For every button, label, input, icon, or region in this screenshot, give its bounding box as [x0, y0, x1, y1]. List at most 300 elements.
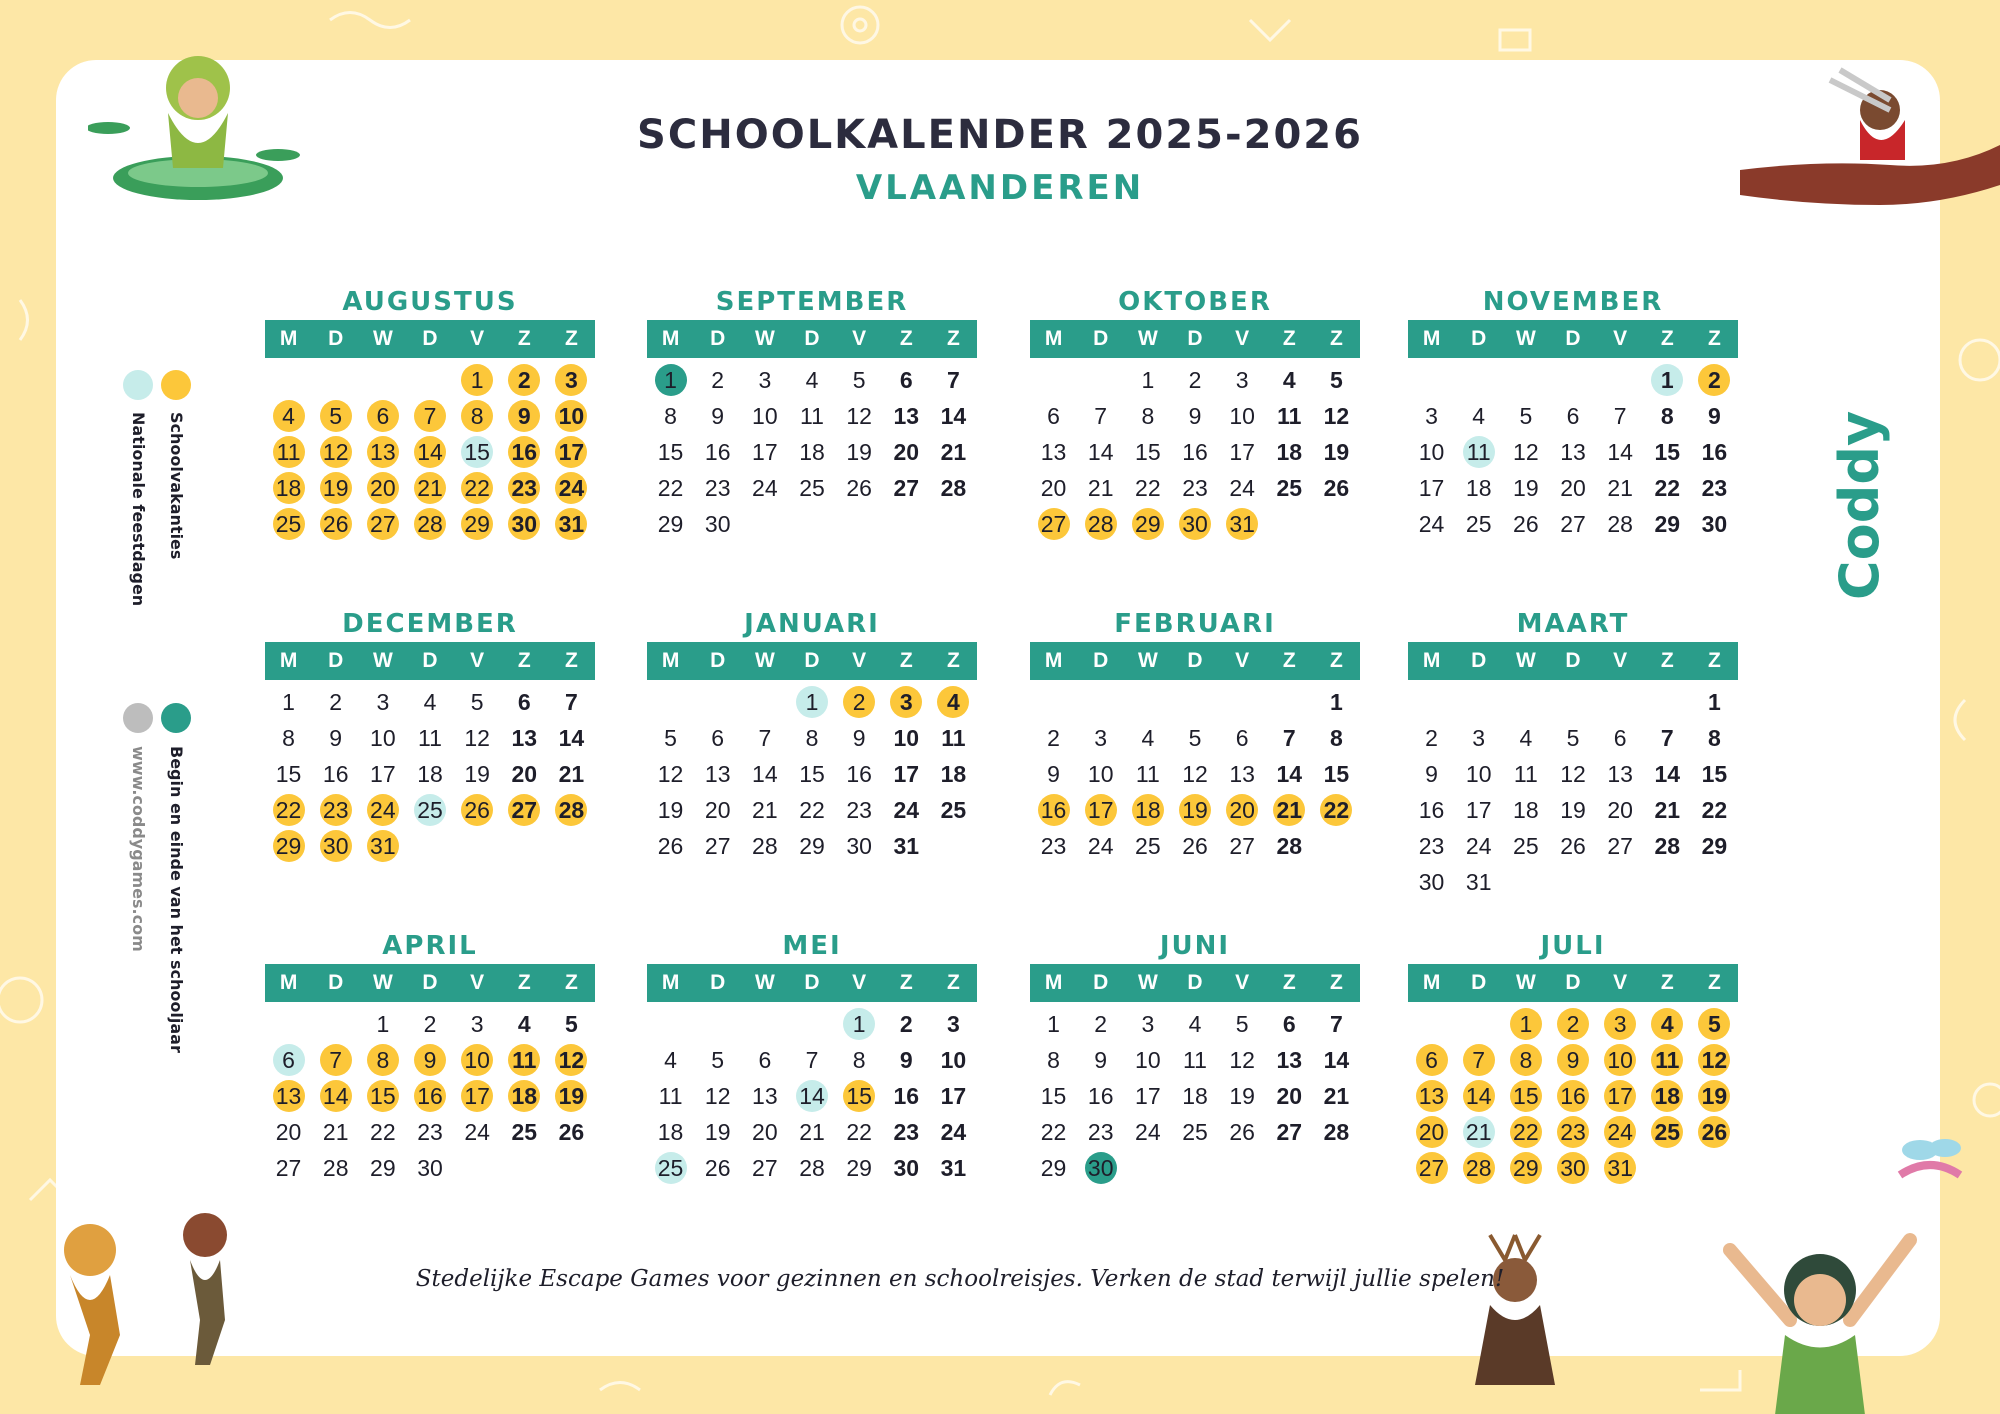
- days-grid: [1030, 362, 1360, 542]
- day-number: 18: [1182, 1082, 1208, 1109]
- day-number: 18: [1132, 794, 1164, 826]
- weekday-label: M: [279, 327, 298, 350]
- day-cell: [1408, 1042, 1455, 1078]
- day-cell: [1077, 1114, 1124, 1150]
- day-number: 4: [273, 400, 305, 432]
- day-number: 16: [1418, 796, 1445, 823]
- empty-cell: [647, 1006, 694, 1042]
- month-name: MEI: [782, 931, 842, 961]
- day-cell: [1030, 1114, 1077, 1150]
- day-cell: [312, 792, 359, 828]
- day-cell: [1691, 756, 1738, 792]
- day-number: 8: [367, 1044, 399, 1076]
- day-cell: [406, 1150, 453, 1186]
- day-cell: [359, 470, 406, 506]
- day-number: 1: [1330, 688, 1343, 715]
- day-number: 16: [1038, 794, 1070, 826]
- day-number: 24: [1604, 1116, 1636, 1148]
- day-number: 31: [893, 832, 920, 859]
- day-cell: [1266, 1078, 1313, 1114]
- day-number: 19: [1560, 796, 1586, 823]
- day-cell: [1313, 756, 1360, 792]
- day-number: 26: [704, 1154, 731, 1181]
- day-number: 10: [893, 724, 920, 751]
- day-number: 26: [1182, 832, 1208, 859]
- day-cell: [501, 1078, 548, 1114]
- weekday-label: M: [279, 971, 298, 994]
- day-number: 11: [273, 436, 305, 468]
- weekday-label: D: [1093, 327, 1109, 350]
- day-number: 2: [1094, 1010, 1108, 1037]
- coddy-logo: Coddy: [1828, 410, 1891, 600]
- day-number: 31: [367, 830, 399, 862]
- day-cell: [1644, 506, 1691, 542]
- weekday-label: V: [1613, 971, 1628, 994]
- weekday-label: D: [422, 327, 438, 350]
- month-name: APRIL: [382, 931, 478, 961]
- weekday-label: V: [470, 327, 485, 350]
- day-cell: [1455, 1114, 1502, 1150]
- month-april: [265, 928, 595, 1186]
- weekday-label: Z: [947, 327, 960, 350]
- day-number: 2: [329, 688, 343, 715]
- day-number: 9: [508, 400, 540, 432]
- day-number: 1: [1047, 1010, 1060, 1037]
- empty-cell: [1030, 362, 1077, 398]
- day-number: 6: [1613, 724, 1627, 751]
- weekday-label: V: [852, 971, 867, 994]
- month-name: NOVEMBER: [1482, 287, 1664, 317]
- day-number: 20: [367, 472, 399, 504]
- day-cell: [1408, 434, 1455, 470]
- day-cell: [1502, 398, 1549, 434]
- weekday-header: [647, 964, 977, 1002]
- day-cell: [1171, 1114, 1218, 1150]
- weekday-label: M: [661, 649, 680, 672]
- day-number: 10: [1087, 760, 1114, 787]
- day-cell: [647, 1114, 694, 1150]
- day-cell: [741, 1150, 788, 1186]
- day-number: 19: [555, 1080, 587, 1112]
- day-cell: [741, 362, 788, 398]
- day-number: 8: [1708, 724, 1721, 751]
- website-link[interactable]: www.coddygames.com: [129, 746, 148, 952]
- day-number: 24: [1135, 1118, 1161, 1145]
- days-grid: [647, 362, 977, 542]
- day-cell: [312, 1114, 359, 1150]
- weekday-label: D: [1565, 971, 1581, 994]
- day-number: 27: [1276, 1118, 1303, 1145]
- weekday-label: Z: [517, 327, 531, 350]
- day-cell: [1408, 720, 1455, 756]
- day-number: 18: [1276, 438, 1303, 465]
- day-number: 10: [752, 402, 778, 429]
- day-cell: [883, 720, 930, 756]
- empty-cell: [1077, 684, 1124, 720]
- day-number: 4: [1519, 724, 1533, 751]
- day-cell: [548, 792, 595, 828]
- day-number: 2: [1557, 1008, 1589, 1040]
- empty-cell: [265, 1006, 312, 1042]
- weekday-label: Z: [1282, 327, 1296, 350]
- day-cell: [406, 470, 453, 506]
- weekday-label: D: [328, 649, 344, 672]
- day-cell: [1171, 1042, 1218, 1078]
- day-number: 25: [799, 474, 825, 501]
- day-number: 15: [367, 1080, 399, 1112]
- day-cell: [788, 1078, 835, 1114]
- weekday-label: D: [1187, 649, 1203, 672]
- day-cell: [548, 684, 595, 720]
- day-cell: [1691, 362, 1738, 398]
- day-cell: [312, 1150, 359, 1186]
- day-number: 1: [282, 688, 295, 715]
- day-number: 20: [511, 760, 538, 787]
- day-cell: [548, 398, 595, 434]
- day-number: 10: [1465, 760, 1492, 787]
- day-number: 13: [1416, 1080, 1448, 1112]
- day-number: 14: [1323, 1046, 1350, 1073]
- day-cell: [501, 1006, 548, 1042]
- weekday-label: Z: [1660, 971, 1674, 994]
- day-cell: [1691, 1078, 1738, 1114]
- day-number: 8: [1047, 1046, 1060, 1073]
- day-cell: [1549, 1150, 1596, 1186]
- day-number: 28: [322, 1154, 349, 1181]
- day-number: 25: [655, 1152, 687, 1184]
- day-number: 21: [414, 472, 446, 504]
- weekday-label: D: [710, 649, 726, 672]
- day-cell: [1502, 1042, 1549, 1078]
- day-cell: [836, 756, 883, 792]
- day-number: 24: [367, 794, 399, 826]
- day-cell: [359, 506, 406, 542]
- day-number: 27: [752, 1154, 778, 1181]
- day-cell: [1030, 1006, 1077, 1042]
- day-number: 18: [799, 438, 825, 465]
- day-number: 14: [414, 436, 446, 468]
- day-number: 27: [1560, 510, 1586, 537]
- day-cell: [1077, 756, 1124, 792]
- day-number: 1: [1708, 688, 1721, 715]
- day-cell: [1644, 828, 1691, 864]
- day-number: 6: [899, 366, 913, 393]
- day-cell: [359, 434, 406, 470]
- day-cell: [647, 398, 694, 434]
- day-number: 9: [1557, 1044, 1589, 1076]
- day-number: 19: [657, 796, 684, 823]
- day-number: 5: [664, 724, 677, 751]
- day-number: 8: [1330, 724, 1343, 751]
- day-cell: [1549, 828, 1596, 864]
- day-number: 26: [1560, 832, 1586, 859]
- day-cell: [1408, 506, 1455, 542]
- antlered-girl-illustration: [1450, 1225, 1580, 1405]
- day-number: 17: [752, 438, 778, 465]
- day-cell: [265, 720, 312, 756]
- day-cell: [1219, 470, 1266, 506]
- day-cell: [788, 684, 835, 720]
- month-november: [1408, 284, 1738, 542]
- day-number: 14: [1654, 760, 1681, 787]
- day-cell: [1313, 792, 1360, 828]
- day-number: 6: [711, 724, 725, 751]
- day-cell: [454, 362, 501, 398]
- day-cell: [359, 1150, 406, 1186]
- day-cell: [265, 828, 312, 864]
- month-mei: [647, 928, 977, 1186]
- day-cell: [788, 720, 835, 756]
- days-grid: [1408, 1006, 1738, 1186]
- day-cell: [930, 1150, 977, 1186]
- day-cell: [548, 1078, 595, 1114]
- day-cell: [1691, 720, 1738, 756]
- weekday-label: W: [754, 649, 775, 672]
- day-cell: [1502, 470, 1549, 506]
- weekday-label: M: [661, 971, 680, 994]
- day-number: 15: [1323, 760, 1350, 787]
- day-number: 15: [1135, 438, 1161, 465]
- weekday-label: Z: [1708, 971, 1721, 994]
- day-cell: [501, 684, 548, 720]
- day-cell: [694, 1150, 741, 1186]
- empty-cell: [647, 684, 694, 720]
- day-number: 15: [843, 1080, 875, 1112]
- weekday-label: W: [1515, 649, 1536, 672]
- day-number: 3: [890, 686, 922, 718]
- day-number: 7: [320, 1044, 352, 1076]
- day-number: 5: [1188, 724, 1202, 751]
- day-cell: [1691, 398, 1738, 434]
- day-number: 2: [423, 1010, 437, 1037]
- day-cell: [1171, 792, 1218, 828]
- day-cell: [1455, 828, 1502, 864]
- day-cell: [647, 434, 694, 470]
- day-cell: [1549, 1042, 1596, 1078]
- day-number: 15: [275, 760, 302, 787]
- day-number: 7: [1463, 1044, 1495, 1076]
- day-number: 2: [1188, 366, 1202, 393]
- day-cell: [930, 684, 977, 720]
- weekday-label: D: [1093, 971, 1109, 994]
- weekday-label: Z: [565, 971, 578, 994]
- weekday-label: D: [804, 327, 820, 350]
- day-number: 30: [417, 1154, 443, 1181]
- day-cell: [1597, 506, 1644, 542]
- day-cell: [312, 684, 359, 720]
- day-number: 21: [1087, 474, 1114, 501]
- day-number: 6: [1047, 402, 1060, 429]
- day-cell: [647, 828, 694, 864]
- day-cell: [647, 506, 694, 542]
- day-cell: [788, 434, 835, 470]
- day-number: 6: [1566, 402, 1580, 429]
- day-number: 20: [1560, 474, 1586, 501]
- day-cell: [406, 1042, 453, 1078]
- day-number: 17: [893, 760, 920, 787]
- day-number: 29: [273, 830, 305, 862]
- day-cell: [1691, 1114, 1738, 1150]
- weekday-label: D: [1565, 649, 1581, 672]
- day-number: 4: [937, 686, 969, 718]
- weekday-label: Z: [1282, 649, 1296, 672]
- day-cell: [1408, 864, 1455, 900]
- day-number: 29: [1132, 508, 1164, 540]
- day-number: 23: [1418, 832, 1445, 859]
- day-number: 26: [1323, 474, 1350, 501]
- day-number: 23: [417, 1118, 443, 1145]
- day-cell: [406, 756, 453, 792]
- day-cell: [1455, 398, 1502, 434]
- day-number: 19: [1323, 438, 1350, 465]
- day-cell: [406, 1006, 453, 1042]
- day-number: 14: [796, 1080, 828, 1112]
- day-number: 8: [1141, 402, 1155, 429]
- day-cell: [312, 1042, 359, 1078]
- empty-cell: [406, 362, 453, 398]
- day-number: 19: [320, 472, 352, 504]
- day-cell: [741, 792, 788, 828]
- day-number: 25: [273, 508, 305, 540]
- weekday-label: Z: [1282, 971, 1296, 994]
- day-cell: [1171, 1078, 1218, 1114]
- day-number: 29: [846, 1154, 872, 1181]
- day-cell: [930, 362, 977, 398]
- day-number: 25: [511, 1118, 538, 1145]
- day-cell: [1171, 720, 1218, 756]
- day-number: 6: [1416, 1044, 1448, 1076]
- day-cell: [1266, 1042, 1313, 1078]
- day-number: 14: [558, 724, 585, 751]
- day-cell: [1644, 398, 1691, 434]
- day-number: 6: [517, 688, 531, 715]
- weekday-label: V: [1613, 327, 1628, 350]
- day-cell: [1408, 828, 1455, 864]
- day-cell: [1455, 720, 1502, 756]
- day-cell: [454, 1042, 501, 1078]
- day-cell: [788, 1114, 835, 1150]
- weekday-header: [265, 964, 595, 1002]
- day-number: 8: [282, 724, 295, 751]
- day-cell: [548, 756, 595, 792]
- day-cell: [930, 1078, 977, 1114]
- day-cell: [359, 1042, 406, 1078]
- day-cell: [1644, 756, 1691, 792]
- day-number: 19: [704, 1118, 731, 1145]
- day-number: 2: [899, 1010, 913, 1037]
- day-number: 1: [1141, 366, 1155, 393]
- day-number: 21: [940, 438, 967, 465]
- day-cell: [788, 828, 835, 864]
- day-cell: [406, 1078, 453, 1114]
- day-cell: [1455, 470, 1502, 506]
- day-cell: [265, 434, 312, 470]
- empty-cell: [1455, 1006, 1502, 1042]
- day-cell: [1030, 398, 1077, 434]
- day-cell: [1124, 434, 1171, 470]
- day-cell: [312, 828, 359, 864]
- day-cell: [1077, 1006, 1124, 1042]
- weekday-label: Z: [517, 649, 531, 672]
- day-cell: [1408, 756, 1455, 792]
- weekday-label: W: [372, 327, 393, 350]
- day-cell: [1597, 1078, 1644, 1114]
- day-number: 22: [657, 474, 684, 501]
- day-cell: [1644, 720, 1691, 756]
- day-cell: [1266, 828, 1313, 864]
- day-number: 7: [947, 366, 960, 393]
- day-number: 23: [320, 794, 352, 826]
- days-grid: [265, 362, 595, 542]
- day-number: 13: [1560, 438, 1586, 465]
- empty-cell: [1408, 1006, 1455, 1042]
- day-number: 28: [799, 1154, 825, 1181]
- day-cell: [1644, 1006, 1691, 1042]
- day-cell: [265, 1078, 312, 1114]
- day-cell: [788, 1042, 835, 1078]
- day-cell: [1691, 828, 1738, 864]
- month-december: [265, 606, 595, 864]
- day-number: 29: [657, 510, 684, 537]
- day-cell: [694, 1114, 741, 1150]
- day-cell: [1597, 720, 1644, 756]
- day-number: 18: [273, 472, 305, 504]
- day-cell: [1455, 1150, 1502, 1186]
- day-cell: [1644, 434, 1691, 470]
- day-number: 25: [1513, 832, 1539, 859]
- day-cell: [454, 756, 501, 792]
- weekday-label: M: [1422, 649, 1441, 672]
- legend-vacation-dot: [161, 370, 191, 400]
- day-number: 22: [1320, 794, 1352, 826]
- month-name: FEBRUARI: [1114, 609, 1276, 639]
- day-cell: [1124, 1006, 1171, 1042]
- day-cell: [1455, 864, 1502, 900]
- day-number: 24: [752, 474, 778, 501]
- weekday-label: Z: [1708, 649, 1721, 672]
- day-cell: [694, 434, 741, 470]
- day-number: 7: [414, 400, 446, 432]
- day-number: 20: [1226, 794, 1258, 826]
- day-cell: [694, 1078, 741, 1114]
- day-cell: [1644, 1078, 1691, 1114]
- day-cell: [406, 1114, 453, 1150]
- day-number: 15: [1040, 1082, 1067, 1109]
- day-number: 16: [1557, 1080, 1589, 1112]
- day-cell: [454, 1114, 501, 1150]
- day-number: 4: [1282, 366, 1296, 393]
- day-cell: [836, 1078, 883, 1114]
- day-number: 26: [1513, 510, 1539, 537]
- day-number: 1: [843, 1008, 875, 1040]
- day-number: 27: [1416, 1152, 1448, 1184]
- day-cell: [741, 1114, 788, 1150]
- day-cell: [1030, 756, 1077, 792]
- day-cell: [1408, 470, 1455, 506]
- day-number: 13: [893, 402, 920, 429]
- day-number: 2: [843, 686, 875, 718]
- day-number: 22: [1701, 796, 1728, 823]
- day-number: 28: [1654, 832, 1681, 859]
- day-number: 3: [555, 364, 587, 396]
- day-cell: [741, 434, 788, 470]
- weekday-header: [1408, 642, 1738, 680]
- day-number: 26: [1229, 1118, 1255, 1145]
- weekday-label: Z: [1330, 327, 1343, 350]
- day-cell: [454, 720, 501, 756]
- day-cell: [501, 1042, 548, 1078]
- day-number: 25: [1276, 474, 1303, 501]
